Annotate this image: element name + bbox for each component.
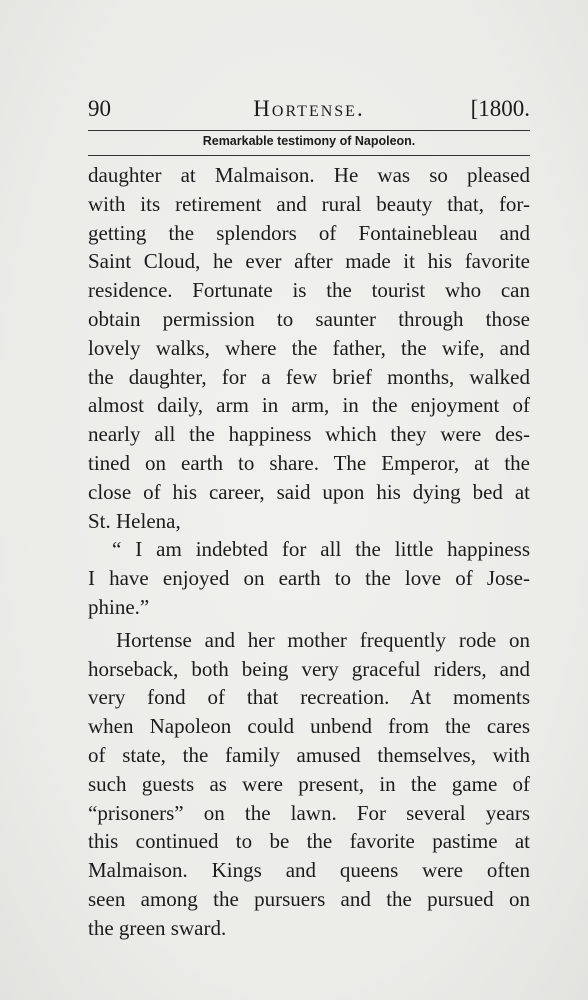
text-line: tined on earth to share. The Emperor, at the xyxy=(88,450,530,475)
text-line: close of his career, said upon his dying bed at xyxy=(88,479,530,504)
text-line: with its retirement and rural beauty that, for- xyxy=(88,191,530,216)
text-line: when Napoleon could unbend from the cares xyxy=(88,714,530,739)
text-line: daughter at Malmaison. He was so pleased xyxy=(88,163,530,187)
text-line: “prisoners” on the lawn. For several years xyxy=(88,800,530,825)
quote-line: I have enjoyed on earth to the love of Jose- xyxy=(88,566,530,591)
year-marker: [1800. xyxy=(470,96,530,121)
text-line: very fond of that recreation. At moments xyxy=(88,685,530,710)
quote-line: “ I am indebted for all the little happiness xyxy=(112,537,530,562)
text-line: Malmaison. Kings and queens were often xyxy=(88,858,530,883)
header-rule-top xyxy=(88,130,530,131)
page-number: 90 xyxy=(88,96,111,121)
text-line: getting the splendors of Fontainebleau and xyxy=(88,220,530,245)
text-line: seen among the pursuers and the pursued on xyxy=(88,886,530,911)
text-line: this continued to be the favorite pastime at xyxy=(88,829,530,854)
text-line: of state, the family amused themselves, with xyxy=(88,742,530,767)
text-line: almost daily, arm in arm, in the enjoyment of xyxy=(88,393,530,418)
section-subheading: Remarkable testimony of Napoleon. xyxy=(202,134,416,148)
body-text xyxy=(88,161,530,943)
text-line: lovely walks, where the father, the wife, and xyxy=(88,335,530,360)
text-line: St. Helena, xyxy=(88,508,181,533)
text-line: such guests as were present, in the game of xyxy=(88,771,530,796)
text-line: nearly all the happiness which they were des- xyxy=(88,422,530,447)
header-rule-bottom xyxy=(88,155,530,156)
text-line: the daughter, for a few brief months, walked xyxy=(88,364,530,389)
text-line: the green sward. xyxy=(88,915,227,940)
page-header xyxy=(88,96,530,128)
text-line: horseback, both being very graceful riders, and xyxy=(88,656,530,681)
text-line: obtain permission to saunter through those xyxy=(88,306,530,331)
text-line: Saint Cloud, he ever after made it his favorite xyxy=(88,249,530,274)
text-line: Hortense and her mother frequently rode on xyxy=(116,627,530,652)
text-line: residence. Fortunate is the tourist who can xyxy=(88,278,530,303)
running-title: Hortense. xyxy=(253,96,365,121)
quote-line: phine.” xyxy=(88,594,150,619)
